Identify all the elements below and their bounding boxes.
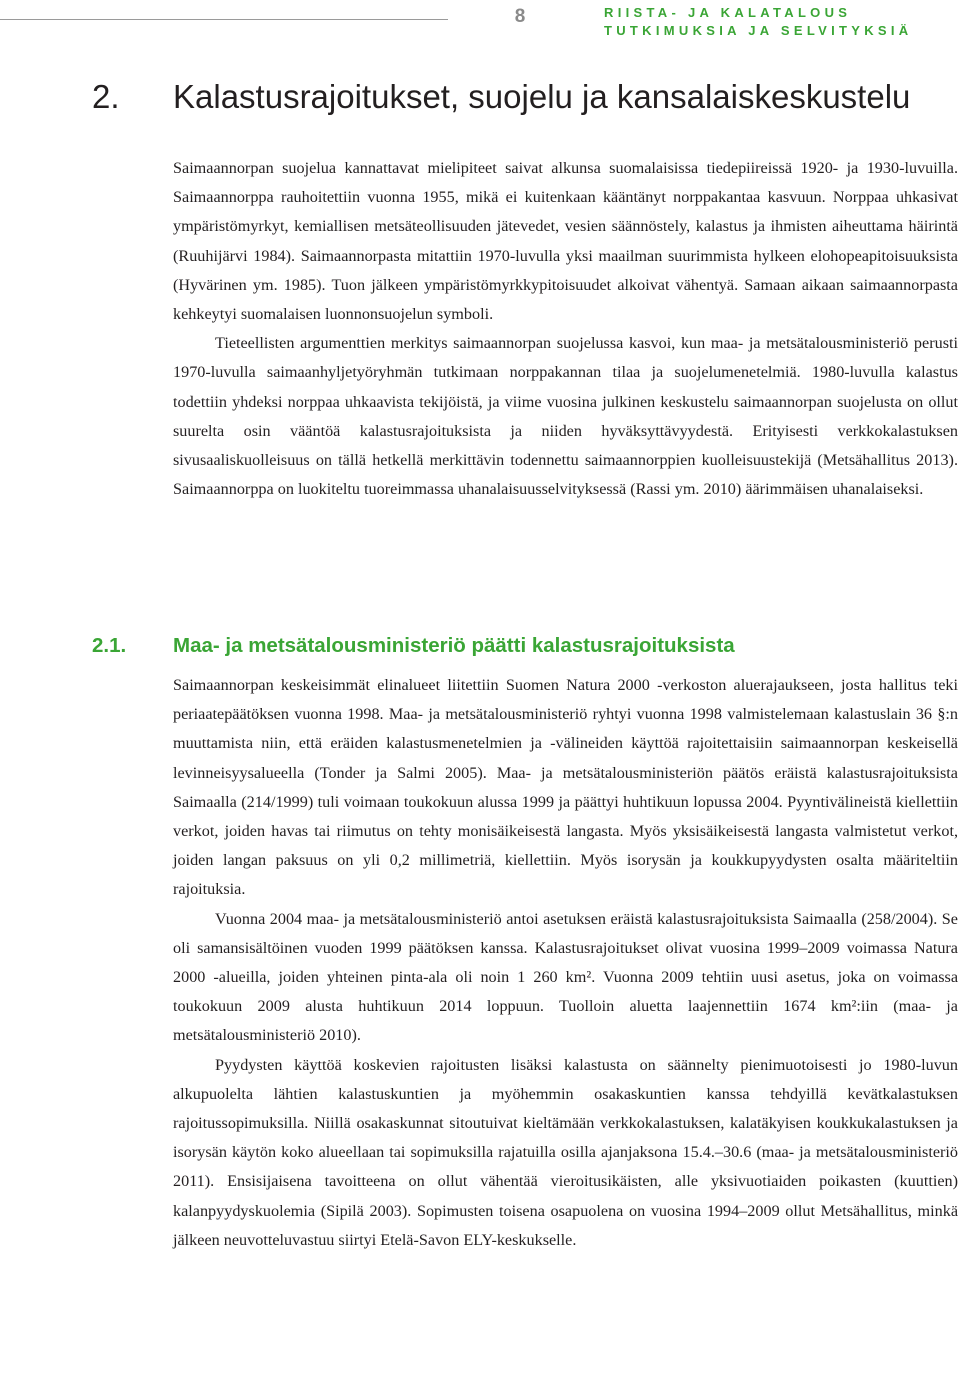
chapter-heading xyxy=(0,72,960,122)
section-heading xyxy=(0,628,960,662)
chapter-number: 2. xyxy=(92,78,120,115)
chapter-paragraph-1: Saimaannorpan suojelua kannattavat mielipiteet saivat alkunsa suomalaisissa tiedepiireissä 1920- ja 1930-luvuilla. Saimaannorppa rauhoitettiin vuonna 1955, mikä ei kuitenkaan kääntänyt norppakantaa kasvuun. Norppaa uhkasivat ympäristömyrkyt, kemiallisen metsäteollisuuden jätevedet, vesien säännöstely, kalastus ja ihmisten aiheuttama häirintä (Ruuhijärvi 1984). Saimaannorpasta mitattiin 1970-luvulla yksi maailman suurimmista hylkeen elohopeapitoisuuksista (Hyvärinen ym. 1985). Tuon jälkeen ympäristömyrkkypitoisuudet alkoivat vähentyä. Samaan aikaan saimaannorpasta kehkeytyi suomalaisen luonnonsuojelun symboli. xyxy=(173,159,958,324)
section-body xyxy=(173,671,958,1255)
section-paragraph-1: Saimaannorpan keskeisimmät elinalueet liitettiin Suomen Natura 2000 -verkoston aluerajaukseen, josta hallitus teki periaatepäätöksen vuonna 1998. Maa- ja metsätalousministeriö ryhtyi vuonna 1998 valmistelemaan kalastuslain 36 §:n muuttamista niin, että eräiden kalastusmenetelmien ja -välineiden käyttöä rajoitettaisiin saimaannorpan keskeisellä levinneisyysalueella (Tonder ja Salmi 2005). Maa- ja metsätalousministeriön päätös eräistä kalastusrajoituksista Saimaalla (214/1999) tuli voimaan toukokuun alussa 1999 ja päättyi huhtikuun lopussa 2004. Pyyntivälineistä kiellettiin verkot, joiden havas tai riimutus on tehty monisäikeisestä langasta. Myös yksisäikeisestä langasta valmistetut verkot, joiden langan paksuus on yli 0,2 millimetriä, kiellettiin. Myös isorysän ja koukkupyydysten osalta määriteltiin rajoituksia. xyxy=(173,676,958,899)
chapter-title: Kalastusrajoitukset, suojelu ja kansalaiskeskustelu xyxy=(173,78,911,115)
series-title xyxy=(604,4,913,40)
page-number: 8 xyxy=(514,6,526,27)
chapter-body xyxy=(173,154,958,504)
chapter-paragraph-2: Tieteellisten argumenttien merkitys saimaannorpan suojelussa kasvoi, kun maa- ja metsätalousministeriö perusti 1970-luvulla saimaanhyljetyöryhmän tutkimaan norppakannan tilaa ja suojelumenetelmiä. 1980-luvulla kalastus todettiin yhdeksi norppaa uhkaavista tekijöistä, ja viime vuosina julkinen keskustelu saimaannorpan suojelusta on ollut suurelta osin vääntöä kalastusrajoituksista ja niiden hyväksyttävyydestä. Erityisesti verkkokalastuksen sivusaaliskuolleisuus on tällä hetkellä merkittävin todennettu saimaannorppien kuolleisuustekijä (Metsähallitus 2013). Saimaannorppa on luokiteltu tuoreimmassa uhanalaisuusselvityksessä (Rassi ym. 2010) äärimmäisen uhanalaiseksi. xyxy=(173,334,958,499)
header-rule xyxy=(0,19,448,20)
section-title: Maa- ja metsätalousministeriö päätti kalastusrajoituksista xyxy=(173,634,735,657)
series-title-line-2: TUTKIMUKSIA JA SELVITYKSIÄ xyxy=(604,23,913,38)
section-number: 2.1. xyxy=(92,634,127,657)
section-paragraph-3: Pyydysten käyttöä koskevien rajoitusten lisäksi kalastusta on säännelty pienimuotoisesti jo 1980-luvun alkupuolelta lähtien kalastuskuntien ja myöhemmin osakaskuntien kanssa tehdyillä kevätkalastuksen rajoitussopimuksilla. Niillä osakaskunnat sitoutuivat kieltämään verkkokalastuksen, kalatäkyisen koukkukalastuksen ja isorysän käytön koko alueellaan tai sopimuksilla rajatuilla osilla ajanjaksona 15.4.–30.6 (maa- ja metsätalousministeriö 2011). Ensisijaisena tavoitteena on ollut vähentää vieroitusikäisten, alle yksivuotiaiden poikasten (kuuttien) kalanpyydyskuolemia (Sipilä 2003). Sopimusten toisena osapuolena on vuosina 1994–2009 ollut Metsähallitus, minkä jälkeen neuvotteluvastuu siirtyi Etelä-Savon ELY-keskukselle. xyxy=(173,1055,958,1249)
series-title-line-1: RIISTA- JA KALATALOUS xyxy=(604,5,852,20)
section-paragraph-2: Vuonna 2004 maa- ja metsätalousministeriö antoi asetuksen eräistä kalastusrajoituksista Saimaalla (258/2004). Se oli samansisältöinen vuoden 1999 päätöksen kanssa. Kalastusrajoitukset olivat vuosina 1999–2009 voimassa Natura 2000 -alueilla, joiden yhteinen pinta-ala oli noin 1 260 km². Vuonna 2009 tehtiin uusi asetus, joka on voimassa toukokuun 2009 alusta huhtikuun 2014 loppuun. Tuolloin aluetta laajennettiin 1674 km²:iin (maa- ja metsätalousministeriö 2010). xyxy=(173,909,958,1045)
